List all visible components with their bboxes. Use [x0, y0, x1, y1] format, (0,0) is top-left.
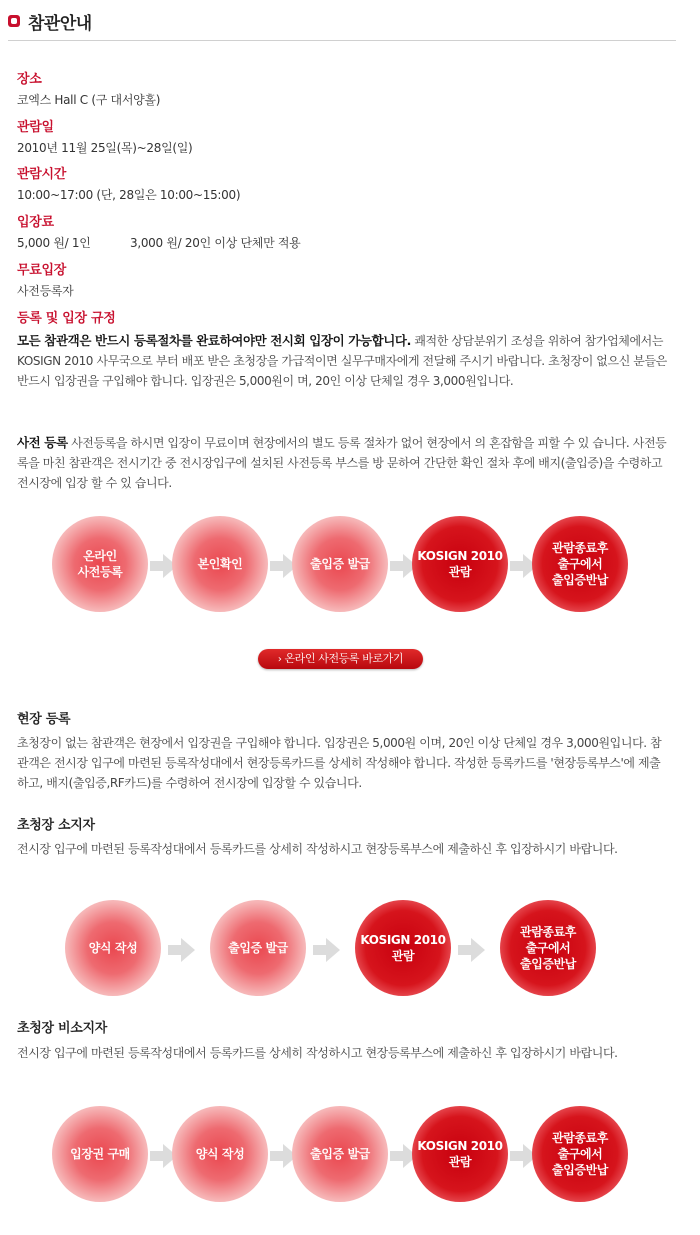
- flow-step: 관람종료후 출구에서 출입증반납: [532, 516, 628, 612]
- header-divider: [8, 40, 676, 41]
- date-label: 관람일: [17, 120, 54, 135]
- page-header: [8, 6, 676, 36]
- fee-group-value: 3,000 원/ 20인 이상 단체만 적용: [130, 236, 301, 250]
- preregister-text: 사전등록을 하시면 입장이 무료이며 현장에서의 별도 등록 절차가 없어 현장에서 의 혼잡함을 피할 수 있 습니다. 사전등록을 마친 참관객은 전시기간 중 전시장입구에 설치된 사전등록 부스를 방 문하여 간단한 확인 절차 후에 배지(출입증)을 수령하고 전시장에 입장 할 수 있 습니다.: [17, 436, 667, 490]
- flow-step: 온라인 사전등록: [52, 516, 148, 612]
- hours-label: 관람시간: [17, 167, 67, 182]
- preregister-paragraph: [17, 433, 667, 493]
- non-invite-title: 초청장 비소지자: [17, 1021, 108, 1036]
- free-entry-label: 무료입장: [17, 263, 67, 278]
- flow-step: 입장권 구매: [52, 1106, 148, 1202]
- rules-paragraph: [17, 331, 667, 391]
- bullet-icon: [8, 15, 20, 27]
- date-value: 2010년 11월 25일(목)~28일(일): [17, 141, 193, 155]
- online-preregister-label: 온라인 사전등록 바로가기: [284, 652, 404, 665]
- onsite-text: 초청장이 없는 참관객은 현장에서 입장권을 구입해야 합니다. 입장권은 5,000원 이며, 20인 이상 단체일 경우 3,000원입니다. 참관객은 전시장 입구에 마련된 등록작성대에서 현장등록카드를 상세히 작성해야 합니다. 작성한 등록카드를 '현장등록부스'에 제출하고, 배지(출입증,RF카드)를 수령하여 전시장에 입장할 수 있습니다.: [17, 736, 662, 790]
- rules-label: 등록 및 입장 규정: [17, 311, 116, 326]
- online-preregister-button[interactable]: [258, 649, 423, 669]
- invite-holder-title: 초청장 소지자: [17, 818, 95, 833]
- flow-step: 본인확인: [172, 516, 268, 612]
- invite-holder-text: 전시장 입구에 마련된 등록작성대에서 등록카드를 상세히 작성하시고 현장등록부스에 제출하신 후 입장하시기 바랍니다.: [17, 842, 618, 856]
- flow-step: KOSIGN 2010 관람: [412, 516, 508, 612]
- flow-step: 관람종료후 출구에서 출입증반납: [532, 1106, 628, 1202]
- flow-step: KOSIGN 2010 관람: [355, 900, 451, 996]
- free-entry-value: 사전등록자: [17, 284, 74, 298]
- flow-step: 출입증 발급: [210, 900, 306, 996]
- preregister-bold-text: 사전 등록: [17, 435, 68, 450]
- chevron-right-icon: ›: [277, 654, 282, 665]
- venue-value: 코엑스 Hall C (구 대서양홀): [17, 93, 161, 107]
- non-invite-text: 전시장 입구에 마련된 등록작성대에서 등록카드를 상세히 작성하시고 현장등록부스에 제출하신 후 입장하시기 바랍니다.: [17, 1046, 618, 1060]
- page-title: 참관안내: [28, 14, 92, 34]
- flow-step: 양식 작성: [65, 900, 161, 996]
- rules-bold-text: 모든 참관객은 반드시 등록절차를 완료하여야만 전시회 입장이 가능합니다.: [17, 333, 411, 348]
- flow-step: KOSIGN 2010 관람: [412, 1106, 508, 1202]
- flow-step: 양식 작성: [172, 1106, 268, 1202]
- onsite-title: 현장 등록: [17, 712, 71, 727]
- rules-text: 쾌적한 상담분위기 조성을 위하여 참가업체에서는 KOSIGN 2010 사무국으로 부터 배포 받은 초청장을 가급적이면 실무구매자에게 전달해 주시기 바랍니다. 초청장이 없으신 분들은 반드시 입장권을 구입해야 합니다. 입장권은 5,000원이 며, 20인 이상 단체일 경우 3,000원입니다.: [17, 334, 667, 388]
- hours-value: 10:00~17:00 (단, 28일은 10:00~15:00): [17, 188, 241, 202]
- fee-label: 입장료: [17, 215, 54, 230]
- fee-individual-value: 5,000 원/ 1인: [17, 236, 91, 250]
- flow-step: 출입증 발급: [292, 1106, 388, 1202]
- flow-step: 관람종료후 출구에서 출입증반납: [500, 900, 596, 996]
- flow-step: 출입증 발급: [292, 516, 388, 612]
- venue-label: 장소: [17, 72, 42, 87]
